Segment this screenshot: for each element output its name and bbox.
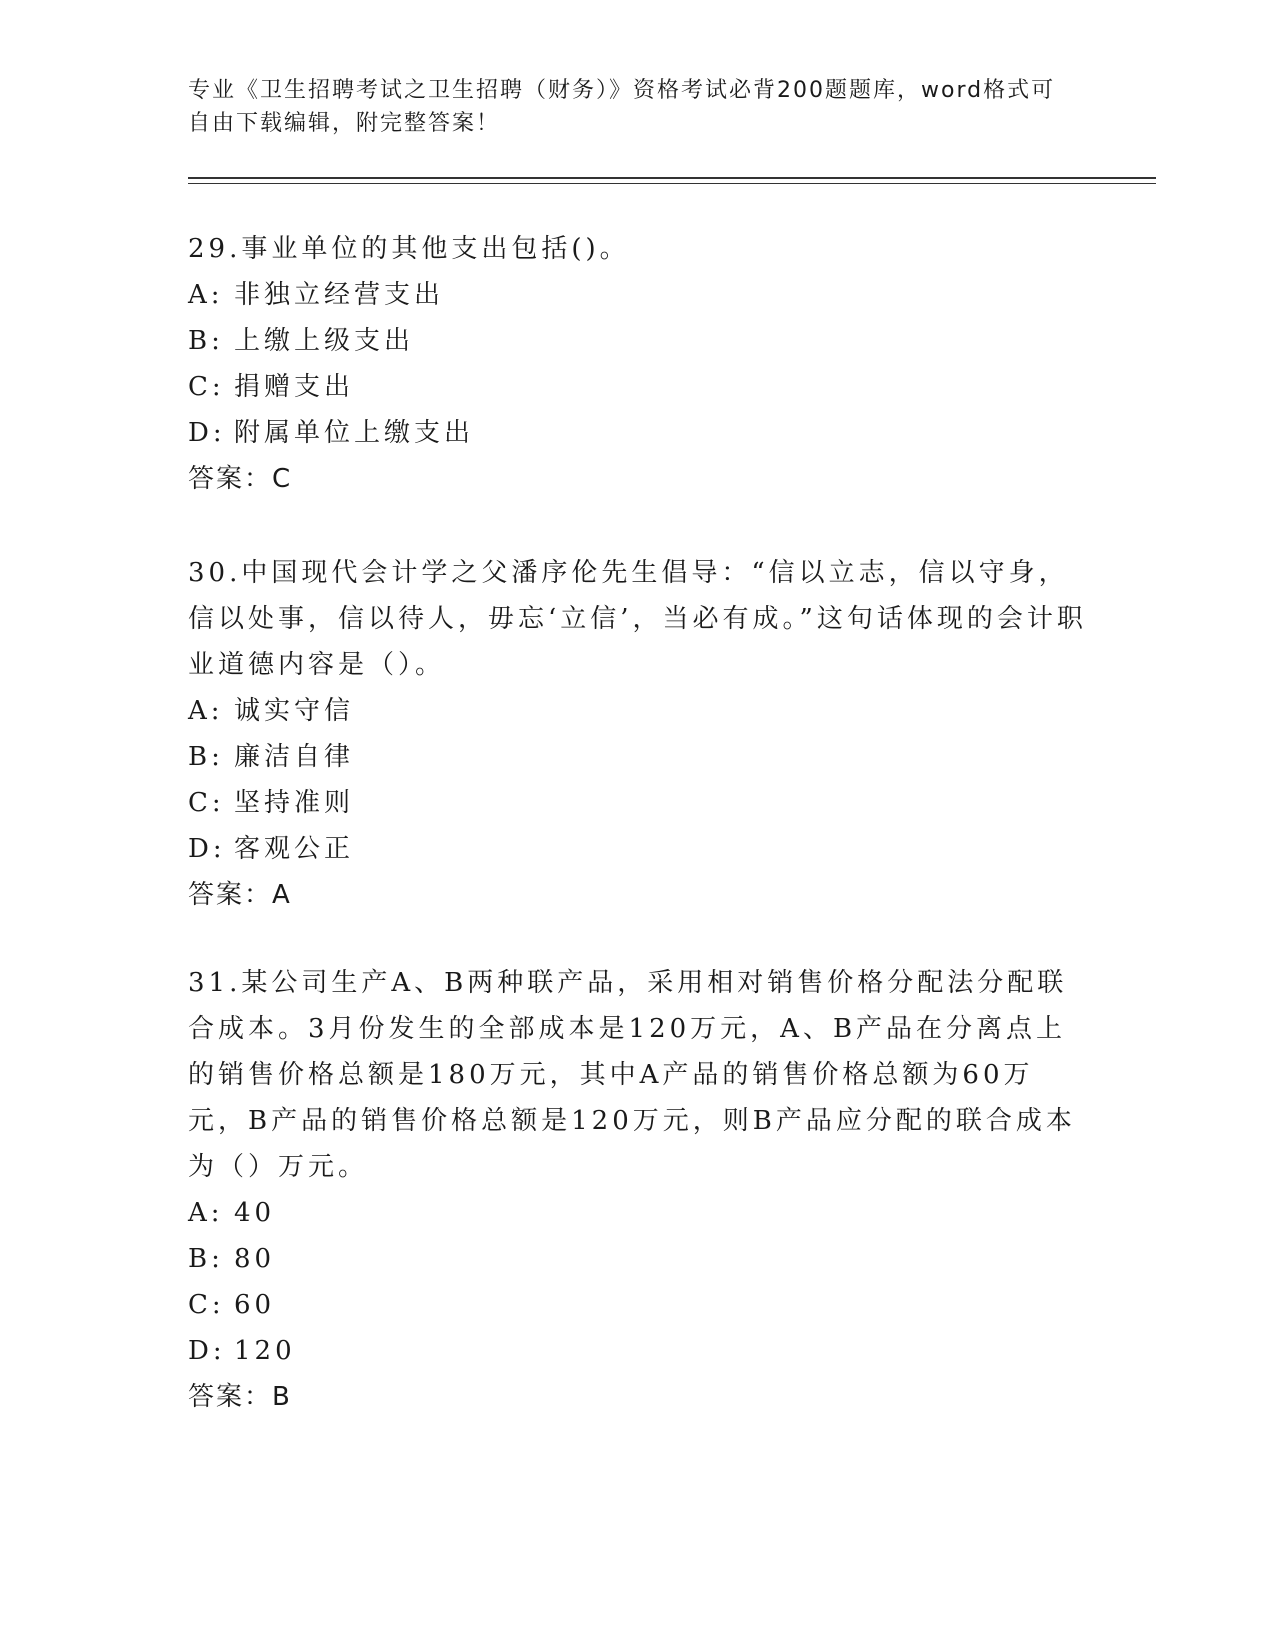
answer-line: 答案：B [188,1382,292,1412]
option-text: 廉洁自律 [234,742,355,772]
question-stem: 30.中国现代会计学之父潘序伦先生倡导：“信以立志，信以守身，信以处事，信以待人，毋忘‘立信’，当必有成。”这句话体现的会计职业道德内容是（）。 [188,558,1087,680]
question-stem: 29.事业单位的其他支出包括()。 [188,234,630,264]
option-letter: B: [188,326,224,356]
option-c [188,780,1088,826]
option-letter: B: [188,1244,224,1274]
option-text: 80 [234,1244,276,1274]
question-stem: 31.某公司生产A、B两种联产品，采用相对销售价格分配法分配联合成本。3月份发生的全部成本是120万元，A、B产品在分离点上的销售价格总额是180万元，其中A产品的销售价格总额为60万元，B产品的销售价格总额是120万元，则B产品应分配的联合成本为（）万元。 [188,968,1076,1182]
option-text: 坚持准则 [234,788,355,818]
option-b [188,734,1088,780]
option-letter: C: [188,788,225,818]
option-letter: B: [188,742,224,772]
option-a [188,272,1088,318]
option-letter: C: [188,1290,225,1320]
question-30 [188,550,1088,918]
option-letter: D: [188,1336,226,1366]
option-b [188,318,1088,364]
answer-line: 答案：A [188,880,292,910]
option-letter: A: [188,1198,224,1228]
option-letter: A: [188,280,224,310]
header-divider-thick [188,177,1156,179]
option-a [188,688,1088,734]
option-text: 附属单位上缴支出 [234,418,475,448]
option-d [188,410,1088,456]
option-b [188,1236,1088,1282]
option-c [188,364,1088,410]
option-d [188,1328,1088,1374]
option-text: 120 [234,1336,296,1366]
option-d [188,826,1088,872]
option-text: 非独立经营支出 [234,280,445,310]
option-letter: D: [188,834,226,864]
header-divider-thin [188,183,1156,184]
option-c [188,1282,1088,1328]
option-a [188,1190,1088,1236]
option-text: 60 [234,1290,276,1320]
option-text: 诚实守信 [234,696,355,726]
option-text: 客观公正 [234,834,355,864]
option-text: 40 [234,1198,276,1228]
option-text: 捐赠支出 [234,372,355,402]
question-29 [188,226,1088,502]
question-31 [188,960,1088,1420]
option-letter: D: [188,418,226,448]
document-header: 专业《卫生招聘考试之卫生招聘（财务）》资格考试必背200题题库，word格式可自由下载编辑，附完整答案！ [188,78,1056,136]
answer-line: 答案：C [188,464,293,494]
option-letter: A: [188,696,224,726]
option-letter: C: [188,372,225,402]
option-text: 上缴上级支出 [234,326,415,356]
